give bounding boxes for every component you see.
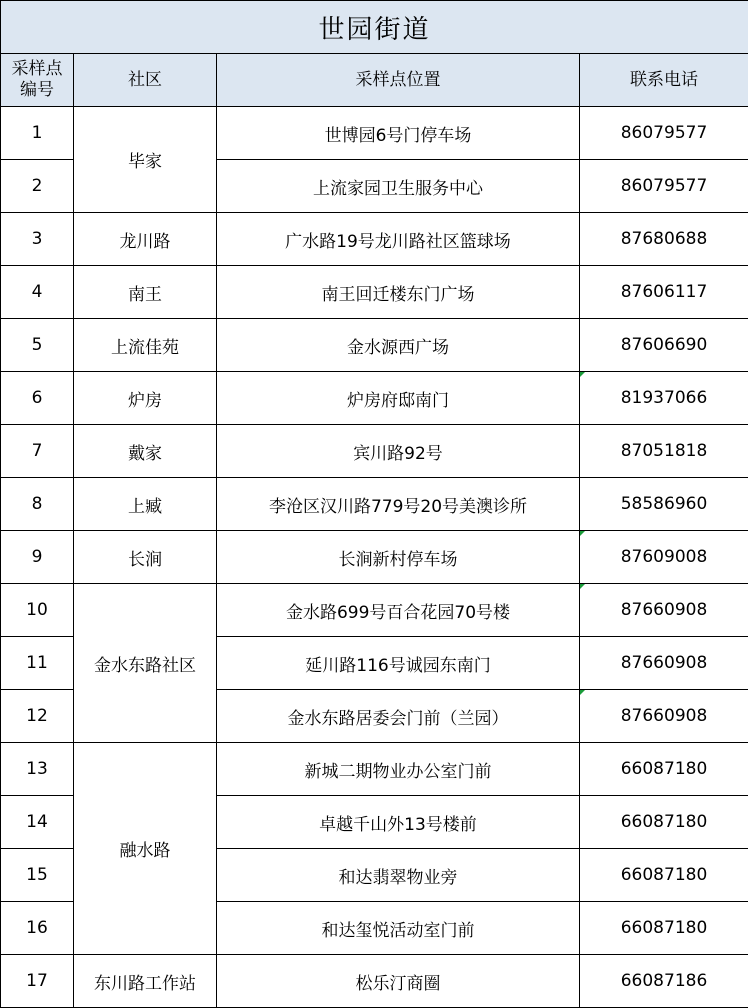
header-phone: 联系电话: [580, 54, 748, 107]
row-location: 延川路116号诚园东南门: [217, 637, 580, 690]
row-location: 长涧新村停车场: [217, 531, 580, 584]
row-no: 15: [1, 849, 74, 902]
row-phone: 66087186: [580, 955, 748, 1008]
row-no: 10: [1, 584, 74, 637]
row-no: 12: [1, 690, 74, 743]
row-phone: 87660908: [580, 584, 748, 637]
row-phone: 87051818: [580, 425, 748, 478]
table-row: [1, 478, 748, 531]
row-no: 7: [1, 425, 74, 478]
community-cell: 融水路: [74, 743, 217, 955]
row-phone: 87680688: [580, 213, 748, 266]
row-phone: 87609008: [580, 531, 748, 584]
row-phone: 86079577: [580, 107, 748, 160]
community-cell: 东川路工作站: [74, 955, 217, 1008]
row-phone: 66087180: [580, 902, 748, 955]
table-row: [1, 107, 748, 160]
row-phone: 86079577: [580, 160, 748, 213]
table-row: [1, 319, 748, 372]
row-no: 17: [1, 955, 74, 1008]
row-location: 炉房府邸南门: [217, 372, 580, 425]
row-no: 1: [1, 107, 74, 160]
table-title: 世园街道: [1, 1, 748, 54]
row-location: 李沧区汉川路779号20号美澳诊所: [217, 478, 580, 531]
row-phone: 66087180: [580, 849, 748, 902]
row-phone: 81937066: [580, 372, 748, 425]
community-cell: 龙川路: [74, 213, 217, 266]
row-location: 松乐汀商圈: [217, 955, 580, 1008]
table-row: [1, 213, 748, 266]
community-cell: 上流佳苑: [74, 319, 217, 372]
row-location: 世博园6号门停车场: [217, 107, 580, 160]
row-location: 金水东路居委会门前（兰园）: [217, 690, 580, 743]
row-phone: 87606690: [580, 319, 748, 372]
row-phone: 87660908: [580, 637, 748, 690]
community-cell: 毕家: [74, 107, 217, 213]
table-row: [1, 372, 748, 425]
row-location: 宾川路92号: [217, 425, 580, 478]
row-location: 上流家园卫生服务中心: [217, 160, 580, 213]
row-location: 和达玺悦活动室门前: [217, 902, 580, 955]
header-sample-no: 采样点编号: [1, 54, 74, 107]
table-row: [1, 531, 748, 584]
row-no: 3: [1, 213, 74, 266]
table-row: [1, 955, 748, 1008]
row-no: 2: [1, 160, 74, 213]
table-row: [1, 266, 748, 319]
table-row: [1, 743, 748, 796]
community-cell: 上臧: [74, 478, 217, 531]
row-no: 11: [1, 637, 74, 690]
community-cell: 南王: [74, 266, 217, 319]
community-cell: 戴家: [74, 425, 217, 478]
row-no: 13: [1, 743, 74, 796]
header-community: 社区: [74, 54, 217, 107]
community-cell: 长涧: [74, 531, 217, 584]
row-location: 和达翡翠物业旁: [217, 849, 580, 902]
row-location: 金水源西广场: [217, 319, 580, 372]
row-phone: 66087180: [580, 743, 748, 796]
row-location: 新城二期物业办公室门前: [217, 743, 580, 796]
header-location: 采样点位置: [217, 54, 580, 107]
community-cell: 金水东路社区: [74, 584, 217, 743]
row-location: 卓越千山外13号楼前: [217, 796, 580, 849]
row-no: 8: [1, 478, 74, 531]
community-cell: 炉房: [74, 372, 217, 425]
table-row: [1, 425, 748, 478]
row-phone: 87660908: [580, 690, 748, 743]
row-phone: 58586960: [580, 478, 748, 531]
row-no: 4: [1, 266, 74, 319]
row-no: 5: [1, 319, 74, 372]
table-row: [1, 584, 748, 637]
row-no: 6: [1, 372, 74, 425]
row-phone: 87606117: [580, 266, 748, 319]
row-phone: 66087180: [580, 796, 748, 849]
row-location: 金水路699号百合花园70号楼: [217, 584, 580, 637]
row-location: 广水路19号龙川路社区篮球场: [217, 213, 580, 266]
row-no: 9: [1, 531, 74, 584]
row-no: 14: [1, 796, 74, 849]
row-location: 南王回迁楼东门广场: [217, 266, 580, 319]
row-no: 16: [1, 902, 74, 955]
